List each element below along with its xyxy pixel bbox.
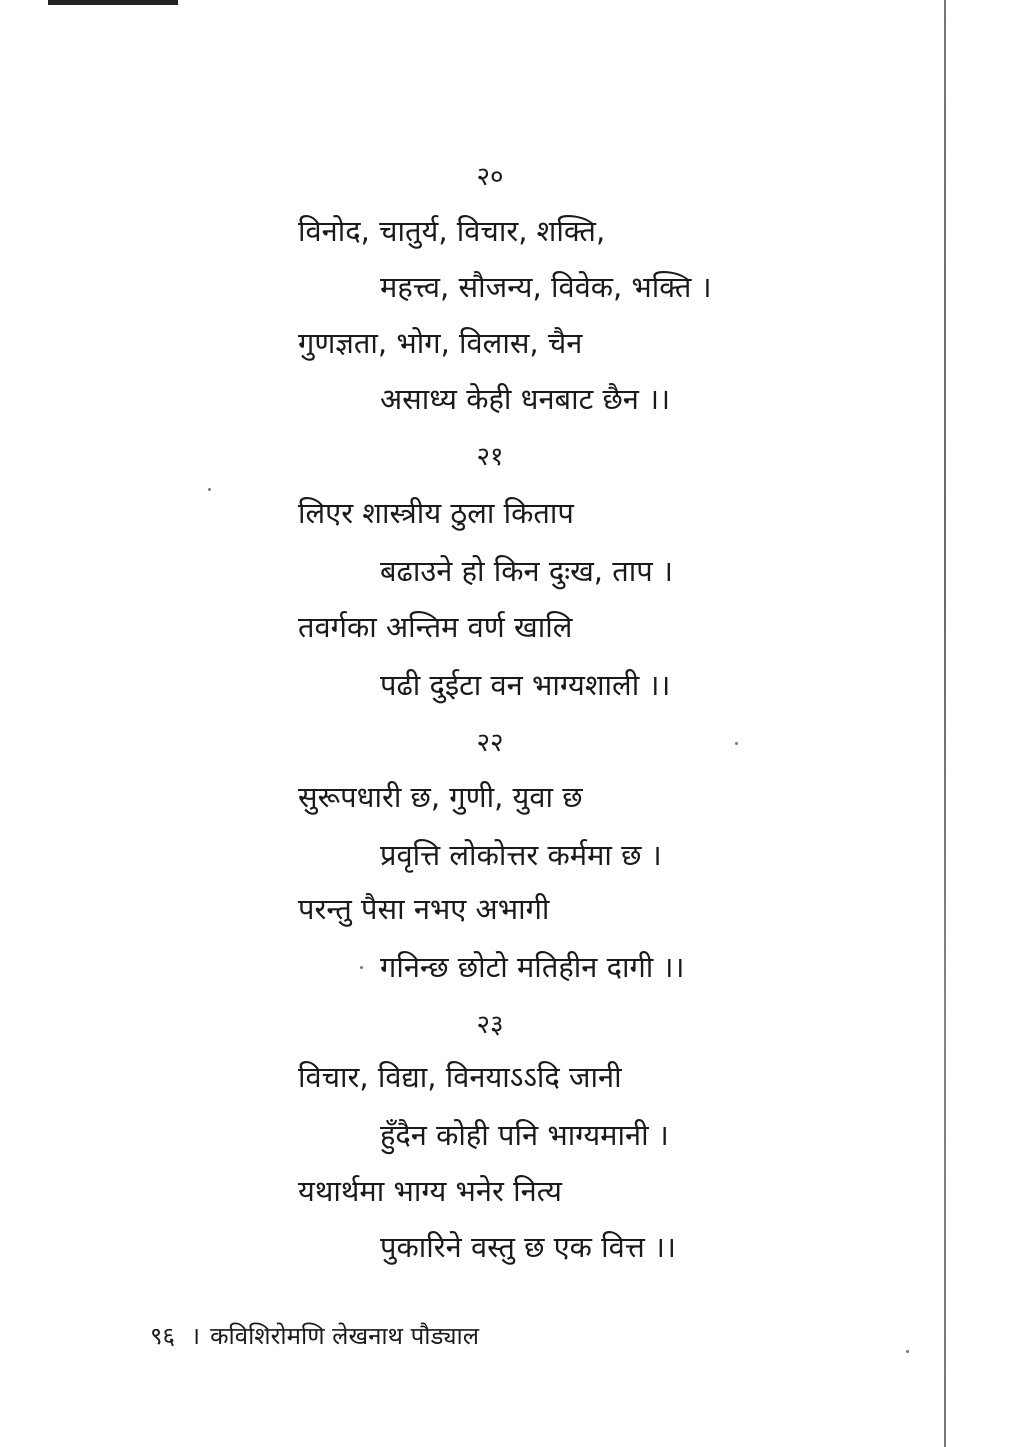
verse-line: गनिन्छ छोटो मतिहीन दागी ।।: [380, 950, 685, 984]
scan-speck: [735, 742, 738, 745]
page-footer: [150, 1320, 479, 1352]
verse-number: २१: [476, 442, 504, 472]
verse-line: गुणज्ञता, भोग, विलास, चैन: [298, 326, 583, 360]
verse-line: विनोद, चातुर्य, विचार, शक्ति,: [298, 214, 606, 248]
footer-separator: ।: [190, 1322, 201, 1350]
verse-line: यथार्थमा भाग्य भनेर नित्य: [298, 1174, 562, 1208]
verse-line: विचार, विद्या, विनयाऽऽदि जानी: [298, 1060, 622, 1094]
verse-line: महत्त्व, सौजन्य, विवेक, भक्ति ।: [380, 270, 712, 304]
verse-number: २३: [476, 1010, 504, 1040]
verse-line: प्रवृत्ति लोकोत्तर कर्ममा छ ।: [380, 838, 662, 872]
scan-speck: [360, 966, 363, 969]
scan-speck: [906, 1350, 909, 1353]
verse-line: लिएर शास्त्रीय ठुला किताप: [298, 496, 574, 530]
verse-number: २२: [476, 728, 504, 758]
verse-line: परन्तु पैसा नभए अभागी: [298, 892, 550, 926]
verse-line: बढाउने हो किन दुःख, ताप ।: [380, 554, 673, 588]
scan-speck: [208, 488, 211, 491]
footer-title: कविशिरोमणि लेखनाथ पौड्याल: [210, 1322, 480, 1350]
page-number: ९६: [150, 1322, 175, 1350]
verse-line: सुरूपधारी छ, गुणी, युवा छ: [298, 780, 583, 814]
verse-line: हुँदैन कोही पनि भाग्यमानी ।: [380, 1118, 669, 1152]
verse-number: २०: [476, 162, 504, 192]
verse-line: तवर्गका अन्तिम वर्ण खालि: [298, 610, 573, 644]
verse-line: असाध्य केही धनबाट छैन ।।: [380, 382, 671, 416]
verse-line: पढी दुईटा वन भाग्यशाली ।।: [380, 668, 671, 702]
verse-line: पुकारिने वस्तु छ एक वित्त ।।: [380, 1230, 677, 1264]
